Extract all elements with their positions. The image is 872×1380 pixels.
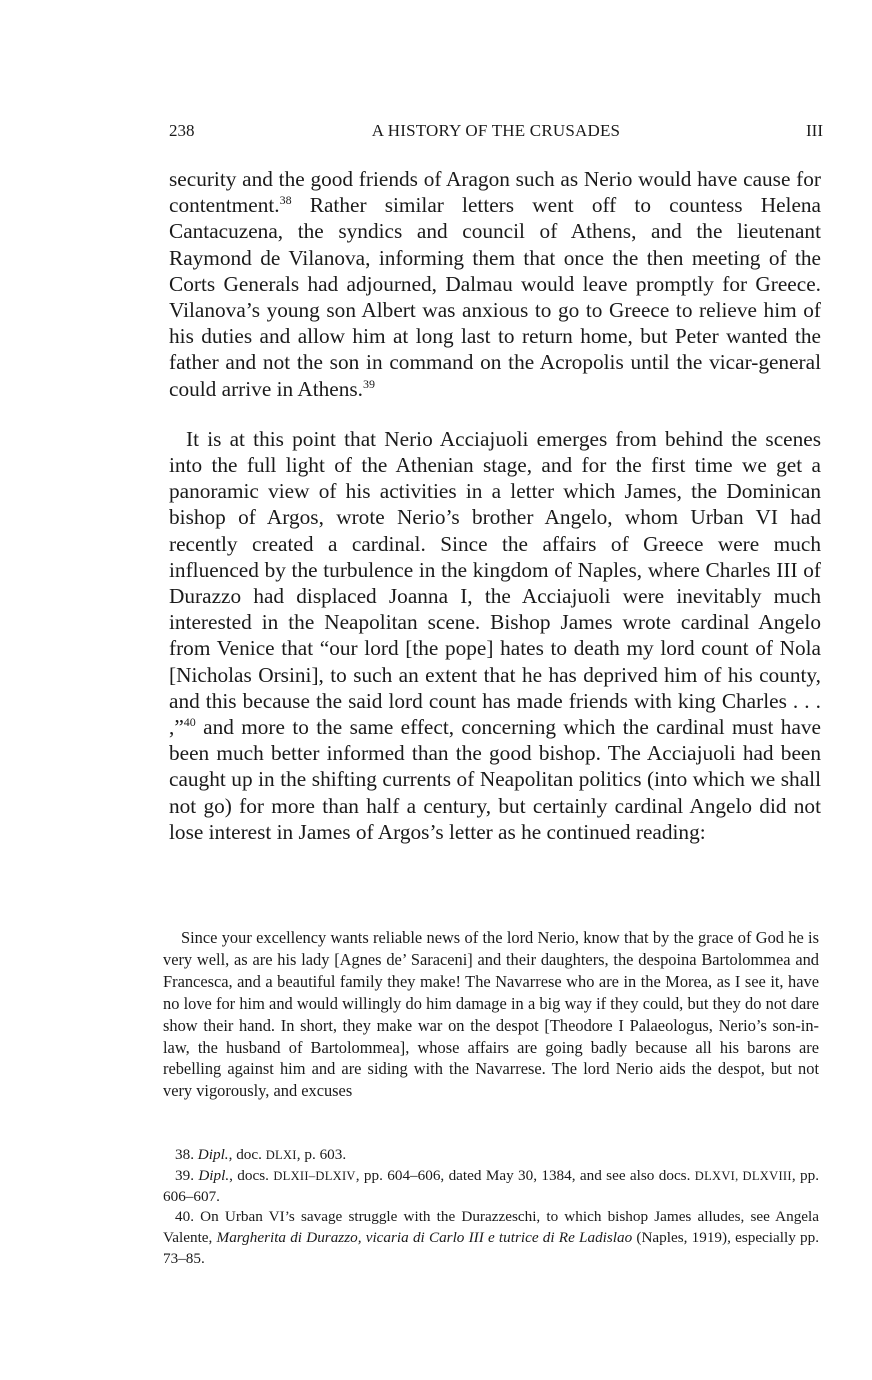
paragraph-1: security and the good friends of Aragon such as Nerio would have cause for contentment.$^{38}$ Rather similar letters went off to countess Helena Cantacuzena, the syndics and council of Athens, and the lieutenant Raymond de Vilanova, informing them that once the then meeting of the Corts Generals had adjourned, Dalmau would leave promptly for Greece. Vilanova’s young son Albert was anxious to go to Greece to relieve him of his duties and allow him at long last to return home, but Peter wanted the father and not the son in command on the Acropolis until the vicar-general could arrive in Athens.$^{39}$ — [169, 167, 821, 401]
footnote-40: 40. On Urban VI’s savage struggle with the Durazzeschi, to which bishop James alludes, see Angela Valente, Margherita di Durazzo, vicaria di Carlo III e tutrice di Re Ladislao (Naples, 1919), especially pp. 73–85. — [163, 1208, 820, 1267]
paragraph-2: It is at this point that Nerio Acciajuoli emerges from behind the scenes into the full light of the Athenian stage, and for the first time we get a panoramic view of his activities in a letter which James, the Dominican bishop of Argos, wrote Nerio’s brother Angelo, whom Urban VI had recently created a cardinal. Since the affairs of Greece were much influenced by the turbulence in the kingdom of Naples, where Charles III of Durazzo had displaced Joanna I, the Acciajuoli were inevitably much interested in the Neapolitan scene. Bishop James wrote cardinal Angelo from Venice that “our lord [the pope] hates to death my lord count of Nola [Nicholas Orsini], to such an extent that he has deprived him of his county, and this because the said lord count has made friends with king Charles . . . ,”$^{40}$ and more to the same effect, concerning which the cardinal must have been much better informed than the good bishop. The Acciajuoli had been caught up in the shifting currents of Neapolitan politics (into which we shall not go) for more than half a century, but certainly cardinal Angelo did not lose interest in James of Argos’s letter as he continued reading: — [169, 426, 821, 844]
footnote-ref-38: 38 — [279, 193, 292, 208]
running-title: A HISTORY OF THE CRUSADES — [371, 121, 621, 140]
footnote-ref-39: 39 — [363, 376, 375, 391]
footnote-ref-40: 40 — [183, 715, 196, 730]
footnote-38: 38. Dipl., doc. DLXI, p. 603. — [175, 1146, 347, 1163]
block-quotation — [163, 927, 819, 1102]
running-header — [169, 121, 823, 145]
volume-number: III — [806, 121, 823, 140]
main-text — [169, 166, 821, 845]
page-number: 238 — [169, 121, 195, 140]
footnote-39: 39. Dipl., docs. DLXII–DLXIV, pp. 604–606, dated May 30, 1384, and see also docs. DLXVI, DLXVIII, pp. 606–607. — [163, 1166, 819, 1205]
quotation-text: Since your excellency wants reliable news of the lord Nerio, know that by the grace of God he is very well, as are his lady [Agnes de’ Saraceni] and their daughters, the despoina Bartolommea and Francesca, and a beautiful family they make! The Navarrese who are in the Morea, as I see it, have no love for him and would willingly do him damage in a big way if they could, but they do not dare show their hand. In short, they make war on the despot [Theodore I Palaeologus, Nerio’s son-in-law, the husband of Bartolommea], whose affairs are going badly because all his barons are rebelling against him and are siding with the Navarrese. The lord Nerio aids the despot, but not very vigorously, and excuses — [163, 928, 819, 1101]
footnotes — [163, 1145, 819, 1270]
